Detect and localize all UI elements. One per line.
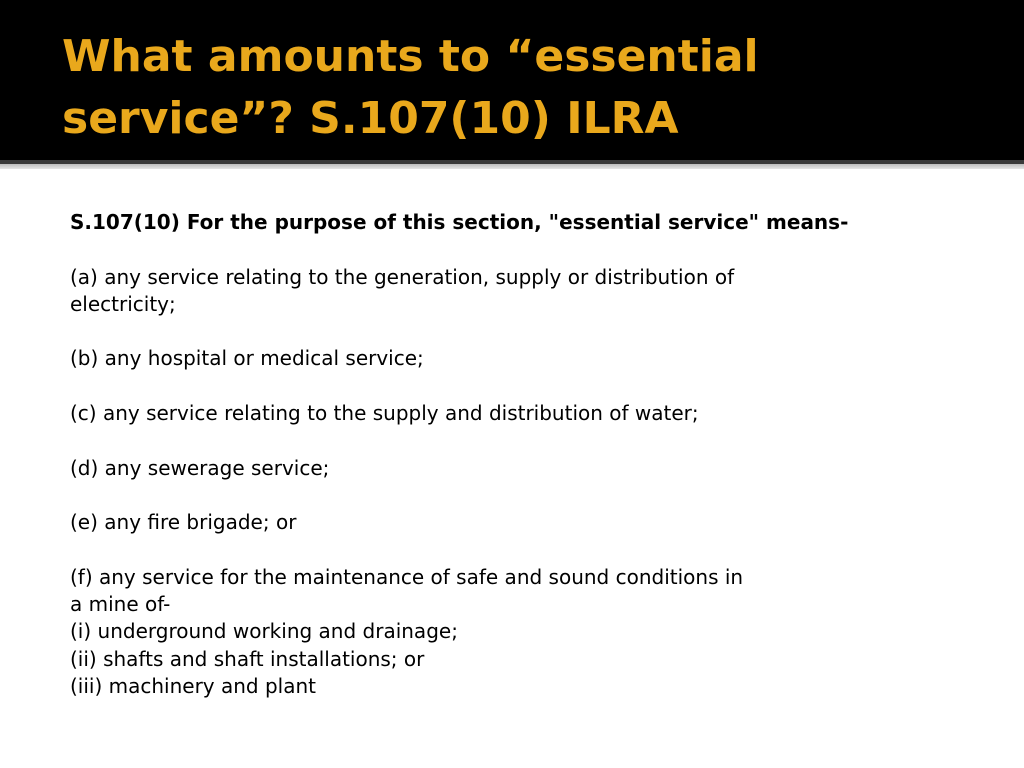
- title-divider-shadow: [0, 164, 1024, 169]
- spacer: [70, 236, 970, 263]
- item-a-line-2: electricity;: [70, 291, 176, 316]
- item-d: (d) any sewerage service;: [70, 455, 330, 480]
- spacer: [70, 318, 970, 345]
- item-a-line-1: (a) any service relating to the generation, supply or distribution of: [70, 264, 735, 289]
- definition-heading: S.107(10) For the purpose of this section, "essential service" means-: [70, 210, 849, 234]
- spacer: [70, 373, 970, 400]
- item-f-i: (i) underground working and drainage;: [70, 619, 458, 644]
- spacer: [70, 537, 970, 564]
- item-f-line-2: a mine of-: [70, 592, 171, 617]
- item-c: (c) any service relating to the supply and distribution of water;: [70, 401, 699, 426]
- item-f-iii: (iii) machinery and plant: [70, 674, 317, 699]
- slide-body: [70, 209, 970, 700]
- slide-title: [62, 26, 759, 150]
- title-band: [0, 0, 1024, 160]
- item-e: (e) any fire brigade; or: [70, 510, 297, 535]
- item-f-ii: (ii) shafts and shaft installations; or: [70, 646, 425, 671]
- item-f-line-1: (f) any service for the maintenance of safe and sound conditions in: [70, 564, 744, 589]
- item-b: (b) any hospital or medical service;: [70, 346, 424, 371]
- spacer: [70, 427, 970, 454]
- slide-title-line-2: service”? S.107(10) ILRA: [62, 93, 679, 144]
- slide-title-line-1: What amounts to “essential: [62, 31, 759, 82]
- spacer: [70, 482, 970, 509]
